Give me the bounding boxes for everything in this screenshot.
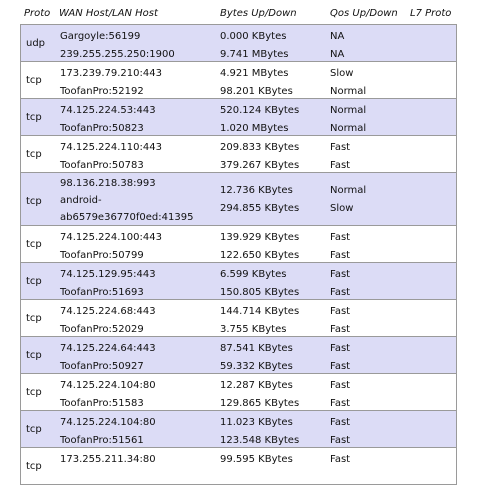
- bytes-up: 12.736 KBytes: [220, 185, 293, 196]
- table-row: [20, 300, 457, 337]
- qos-down: Fast: [330, 324, 351, 335]
- bytes-down: 294.855 KBytes: [220, 203, 300, 214]
- qos-up: Fast: [330, 380, 351, 391]
- wan-host: 74.125.224.104:80: [60, 380, 156, 391]
- host-cell: [60, 377, 156, 413]
- bytes-up: 12.287 KBytes: [220, 380, 293, 391]
- qos-down: Fast: [330, 160, 351, 171]
- wan-host: 74.125.224.64:443: [60, 343, 156, 354]
- qos-down: Fast: [330, 287, 351, 298]
- qos-down: Slow: [330, 203, 354, 214]
- host-cell: [60, 266, 156, 302]
- proto-cell: tcp: [26, 387, 42, 398]
- qos-up: Fast: [330, 417, 351, 428]
- qos-up: Fast: [330, 269, 351, 280]
- qos-cell: [330, 139, 350, 175]
- wan-host: Gargoyle:56199: [60, 31, 141, 42]
- proto-cell: tcp: [26, 196, 42, 207]
- wan-host: 74.125.224.68:443: [60, 306, 156, 317]
- qos-up: Fast: [330, 454, 351, 465]
- right-margin: [476, 0, 501, 465]
- host-cell: [60, 139, 162, 175]
- table-row: [20, 448, 457, 485]
- lan-host: ToofanPro:51693: [60, 287, 144, 298]
- table-row: [20, 136, 457, 173]
- qos-cell: [330, 182, 366, 218]
- bytes-up: 87.541 KBytes: [220, 343, 293, 354]
- bytes-cell: [220, 102, 299, 138]
- wan-host: 173.255.211.34:80: [60, 454, 156, 465]
- proto-cell: tcp: [26, 313, 42, 324]
- qos-up: Normal: [330, 185, 367, 196]
- qos-up: Fast: [330, 142, 351, 153]
- header-l7-proto: L7 Proto: [410, 8, 452, 19]
- wan-host: 74.125.224.104:80: [60, 417, 156, 428]
- table-row: [20, 337, 457, 374]
- bytes-down: 122.650 KBytes: [220, 250, 300, 261]
- table-row: [20, 263, 457, 300]
- qos-up: Fast: [330, 343, 351, 354]
- lan-host: 239.255.255.250:1900: [60, 49, 175, 60]
- bytes-up: 520.124 KBytes: [220, 105, 300, 116]
- header-proto: Proto: [24, 8, 51, 19]
- bytes-cell: [220, 28, 289, 64]
- qos-cell: [330, 229, 350, 265]
- lan-host: ToofanPro:51583: [60, 398, 144, 409]
- bytes-up: 4.921 MBytes: [220, 68, 289, 79]
- bytes-cell: [220, 182, 299, 218]
- header-host: WAN Host/LAN Host: [59, 8, 158, 19]
- header-bytes: Bytes Up/Down: [220, 8, 297, 19]
- bytes-up: 209.833 KBytes: [220, 142, 300, 153]
- host-cell: [60, 303, 156, 339]
- connections-table: [20, 24, 457, 485]
- bytes-cell: [220, 266, 299, 302]
- table-row: [20, 374, 457, 411]
- wan-host: 98.136.218.38:993: [60, 178, 156, 189]
- bytes-up: 11.023 KBytes: [220, 417, 293, 428]
- wan-host: 74.125.224.100:443: [60, 232, 162, 243]
- bytes-cell: [220, 139, 299, 175]
- lan-host: ToofanPro:52029: [60, 324, 144, 335]
- host-cell: [60, 229, 162, 265]
- wan-host: 74.125.224.53:443: [60, 105, 156, 116]
- qos-cell: [330, 266, 350, 302]
- qos-cell: [330, 377, 350, 413]
- wan-host: 74.125.224.110:443: [60, 142, 162, 153]
- host-cell: [60, 340, 156, 376]
- qos-cell: [330, 451, 350, 469]
- proto-cell: tcp: [26, 350, 42, 361]
- qos-down: Fast: [330, 250, 351, 261]
- qos-cell: [330, 65, 366, 101]
- table-row: [20, 62, 457, 99]
- bytes-down: 98.201 KBytes: [220, 86, 293, 97]
- bytes-up: 6.599 KBytes: [220, 269, 287, 280]
- bytes-down: 379.267 KBytes: [220, 160, 300, 171]
- qos-down: Fast: [330, 435, 351, 446]
- qos-down: Fast: [330, 361, 351, 372]
- bytes-down: 1.020 MBytes: [220, 123, 289, 134]
- host-cell: [60, 175, 193, 226]
- bytes-down: 3.755 KBytes: [220, 324, 287, 335]
- connections-table-header: [0, 0, 501, 24]
- bytes-cell: [220, 303, 299, 339]
- table-row: [20, 226, 457, 263]
- lan-host: ToofanPro:52192: [60, 86, 144, 97]
- table-row: [20, 411, 457, 448]
- lan-host: ToofanPro:50783: [60, 160, 144, 171]
- qos-cell: [330, 414, 350, 450]
- bytes-up: 139.929 KBytes: [220, 232, 300, 243]
- proto-cell: tcp: [26, 75, 42, 86]
- qos-down: NA: [330, 49, 345, 60]
- table-row: [20, 173, 457, 226]
- lan-host-continued: ab6579e36770f0ed:41395: [60, 212, 194, 223]
- bytes-cell: [220, 414, 299, 450]
- bytes-up: 0.000 KBytes: [220, 31, 287, 42]
- qos-up: NA: [330, 31, 345, 42]
- lan-host: ToofanPro:50823: [60, 123, 144, 134]
- lan-host: ToofanPro:51561: [60, 435, 144, 446]
- host-cell: [60, 102, 156, 138]
- bytes-up: 99.595 KBytes: [220, 454, 293, 465]
- lan-host: android-: [60, 195, 102, 206]
- bytes-up: 144.714 KBytes: [220, 306, 300, 317]
- bytes-cell: [220, 65, 293, 101]
- qos-cell: [330, 102, 366, 138]
- bytes-down: 129.865 KBytes: [220, 398, 300, 409]
- host-cell: [60, 414, 156, 450]
- wan-host: 74.125.129.95:443: [60, 269, 156, 280]
- qos-up: Fast: [330, 232, 351, 243]
- qos-cell: [330, 303, 350, 339]
- qos-down: Normal: [330, 86, 367, 97]
- bytes-cell: [220, 451, 293, 469]
- bytes-down: 9.741 MBytes: [220, 49, 289, 60]
- bytes-down: 123.548 KBytes: [220, 435, 300, 446]
- qos-down: Normal: [330, 123, 367, 134]
- qos-up: Fast: [330, 306, 351, 317]
- proto-cell: tcp: [26, 149, 42, 160]
- table-row: [20, 25, 457, 62]
- lan-host: ToofanPro:50799: [60, 250, 144, 261]
- bytes-cell: [220, 229, 299, 265]
- host-cell: [60, 65, 162, 101]
- bytes-cell: [220, 377, 299, 413]
- host-cell: [60, 28, 175, 64]
- proto-cell: tcp: [26, 424, 42, 435]
- qos-cell: [330, 340, 350, 376]
- proto-cell: tcp: [26, 112, 42, 123]
- header-qos: Qos Up/Down: [330, 8, 398, 19]
- proto-cell: tcp: [26, 276, 42, 287]
- proto-cell: tcp: [26, 461, 42, 472]
- table-row: [20, 99, 457, 136]
- bytes-down: 150.805 KBytes: [220, 287, 300, 298]
- proto-cell: udp: [26, 38, 46, 49]
- qos-cell: [330, 28, 344, 64]
- qos-up: Normal: [330, 105, 367, 116]
- bytes-down: 59.332 KBytes: [220, 361, 293, 372]
- qos-down: Fast: [330, 398, 351, 409]
- lan-host: ToofanPro:50927: [60, 361, 144, 372]
- proto-cell: tcp: [26, 239, 42, 250]
- host-cell: [60, 451, 156, 469]
- wan-host: 173.239.79.210:443: [60, 68, 162, 79]
- bytes-cell: [220, 340, 293, 376]
- qos-up: Slow: [330, 68, 354, 79]
